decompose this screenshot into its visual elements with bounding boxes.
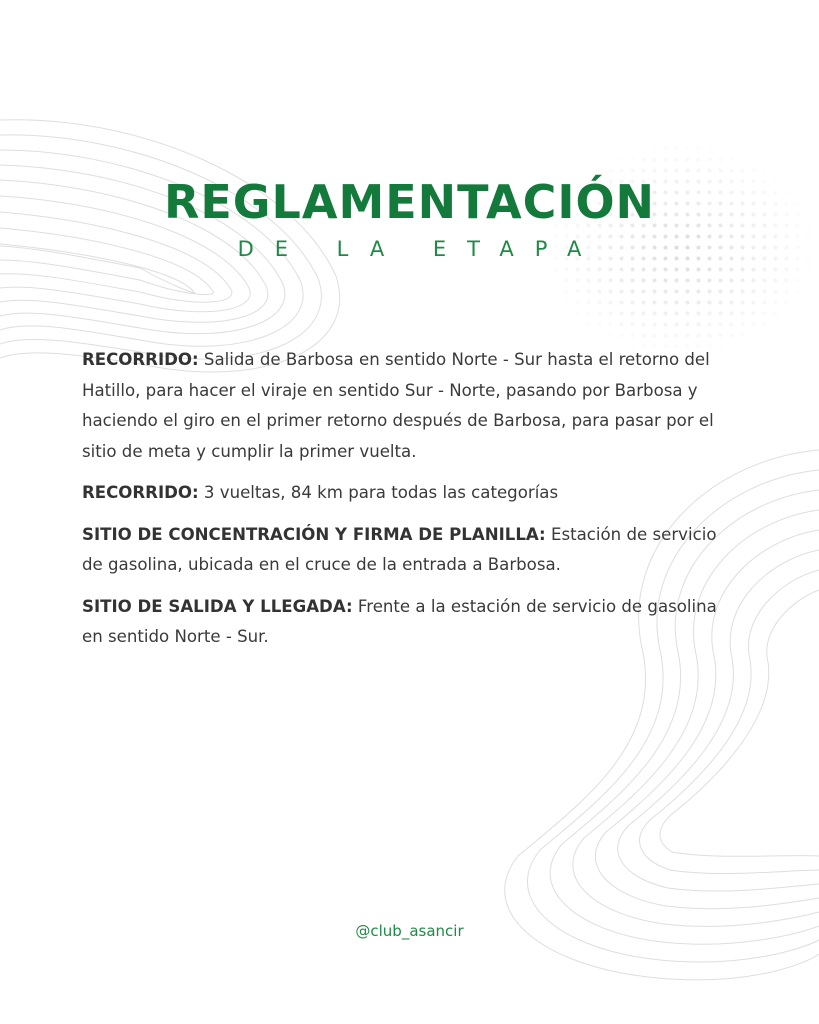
paragraph-recorrido-route (82, 345, 742, 467)
page-title: REGLAMENTACIÓN (163, 175, 656, 229)
paragraph-label: SITIO DE SALIDA Y LLEGADA: (82, 596, 353, 616)
regulation-content (82, 345, 742, 664)
paragraph-text: 3 vueltas, 84 km para todas las categorías (198, 483, 559, 502)
paragraph-text: Frente a la estación de servicio de gasolina en sentido Norte - Sur. (82, 596, 717, 646)
paragraph-label: RECORRIDO: (82, 350, 199, 369)
paragraph-text: Salida de Barbosa en sentido Norte - Sur hasta el retorno del Hatillo, para hacer el viraje en sentido Sur - Norte, pasando por Barbosa y haciendo el giro en el primer retorno después de Barbosa, para pasar por el sitio de meta y cumplir la primer vuelta. (82, 350, 714, 461)
paragraph-label: RECORRIDO: (82, 483, 199, 502)
paragraph-start-finish-site (82, 592, 742, 653)
page-subtitle: DE LA ETAPA (237, 237, 603, 261)
paragraph-concentration-site (82, 520, 742, 581)
social-handle: @club_asancir (355, 922, 464, 940)
paragraph-recorrido-laps (82, 478, 742, 509)
paragraph-label: SITIO DE CONCENTRACIÓN Y FIRMA DE PLANILLA: (82, 524, 546, 544)
paragraph-text: Estación de servicio de gasolina, ubicada en el cruce de la entrada a Barbosa. (82, 524, 717, 574)
